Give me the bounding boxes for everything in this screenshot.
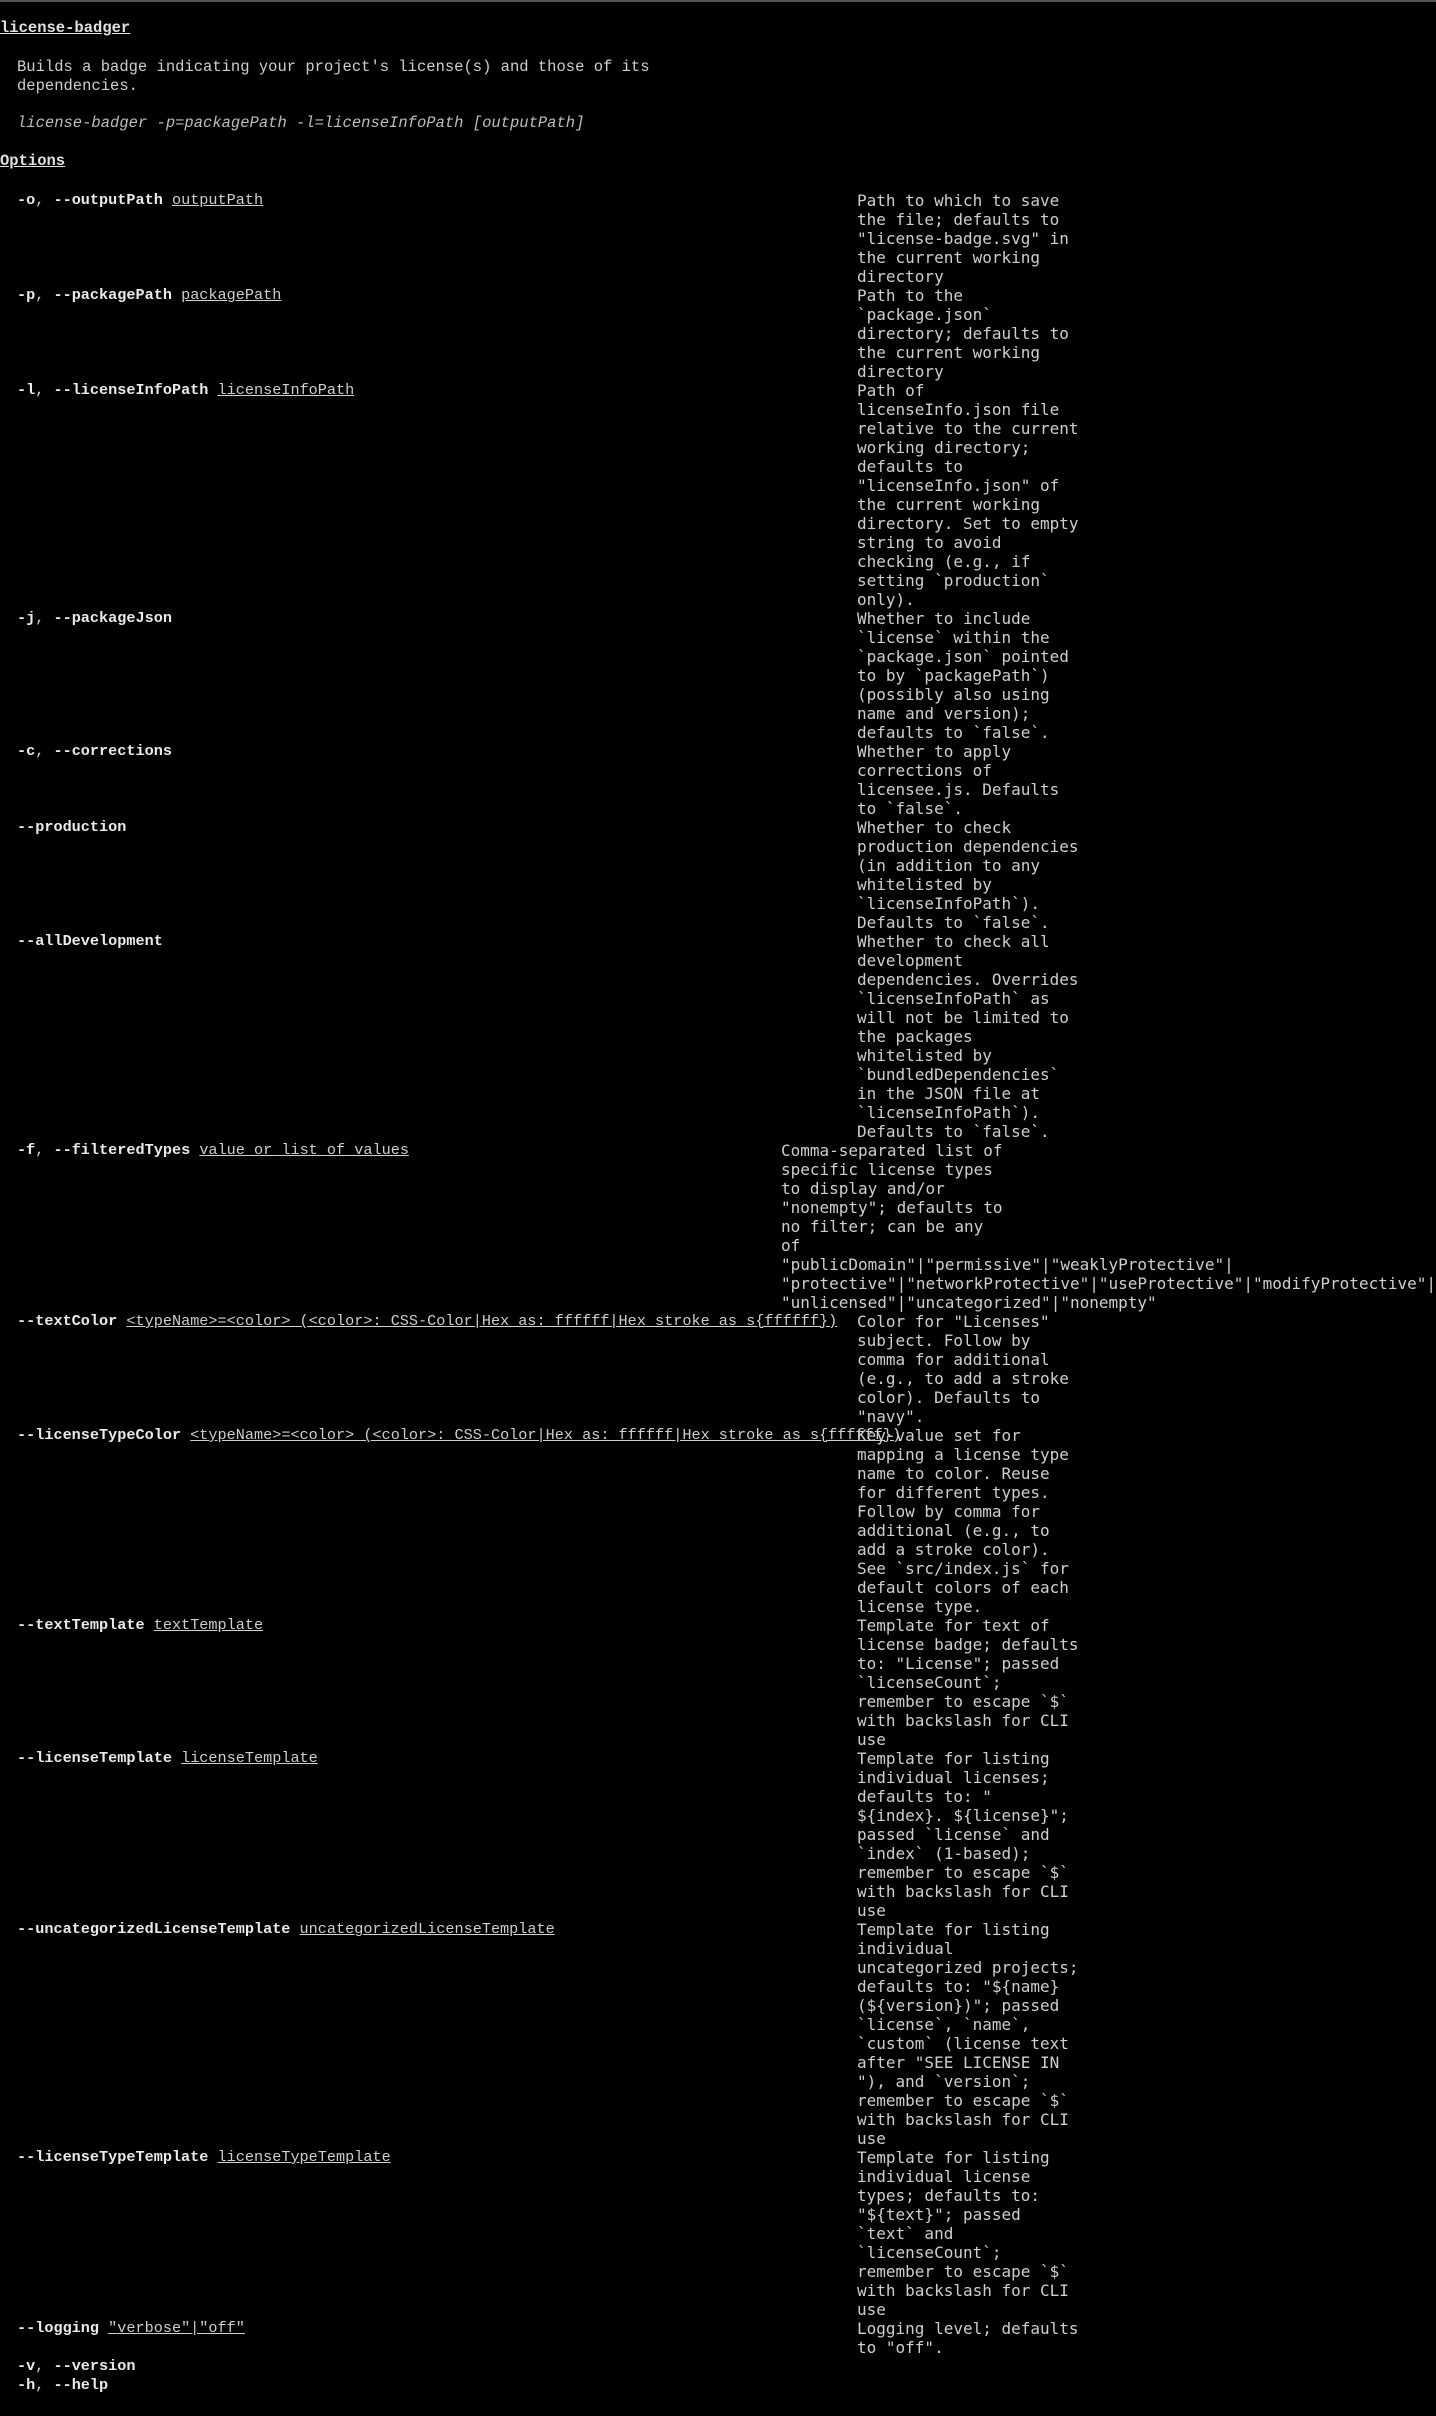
option-row [0, 381, 1436, 609]
option-description: Template for text of license badge; defaults to: "License"; passed `licenseCount`; remember to escape `$` with backslash for CLI use [857, 1616, 1079, 1749]
option-flags [0, 2148, 857, 2167]
option-type-label: licenseTemplate [181, 1749, 318, 1767]
option-row [0, 1141, 1436, 1312]
option-long-flag: --help [53, 2376, 109, 2394]
option-type-label: textTemplate [153, 1616, 264, 1634]
option-type-label: licenseTypeTemplate [217, 2148, 391, 2166]
program-description: Builds a badge indicating your project's license(s) and those of its dependencies. [17, 58, 650, 95]
option-long-flag: --uncategorizedLicenseTemplate [17, 1920, 291, 1938]
option-description: Whether to apply corrections of licensee.js. Defaults to `false`. [857, 742, 1060, 818]
option-row [0, 2376, 1436, 2395]
option-long-flag: --version [53, 2357, 136, 2375]
option-type-label: value or list of values [199, 1141, 409, 1159]
option-row [0, 286, 1436, 381]
option-description: Whether to check all development dependencies. Overrides `licenseInfoPath` as will not be limited to the packages whitelisted by `bundledDependencies` in the JSON file at `licenseInfoPath`). Defaults to `false`. [857, 932, 1079, 1141]
option-flags [0, 2319, 857, 2338]
option-short-flag: -p [17, 286, 36, 304]
option-flags: -l, --licenseInfoPath licenseInfoPath [17, 381, 355, 399]
option-flags: -p, --packagePath packagePath [17, 286, 282, 304]
option-row [0, 2357, 1436, 2376]
option-description: Path to the `package.json` directory; defaults to the current working directory [857, 286, 1069, 381]
option-flags [0, 1749, 857, 1768]
option-short-flag: -o [17, 191, 36, 209]
option-long-flag: --licenseTypeColor [17, 1426, 182, 1444]
top-border [0, 0, 1436, 2]
option-description: Path to which to save the file; defaults to "license-badge.svg" in the current working directory [857, 191, 1069, 286]
option-long-flag: --packagePath [53, 286, 172, 304]
option-description: Path of licenseInfo.json file relative to the current working directory; defaults to "licenseInfo.json" of the current working directory. Set to empty string to avoid checking (e.g., if setting `production` only). [857, 381, 1079, 609]
option-long-flag: --licenseTemplate [17, 1749, 172, 1767]
option-row [0, 1426, 1436, 1616]
option-description: Color for "Licenses" subject. Follow by comma for additional (e.g., to add a stroke color). Defaults to "navy". [857, 1312, 1069, 1426]
option-short-flag: -h [17, 2376, 36, 2394]
option-row [0, 932, 1436, 1141]
option-long-flag: --textColor [17, 1312, 118, 1330]
option-flags: -f, --filteredTypes value or list of values [17, 1141, 409, 1159]
option-long-flag: --corrections [53, 742, 172, 760]
option-type-label: packagePath [181, 286, 282, 304]
option-description: Template for listing individual licenses; defaults to: " ${index}. ${license}"; passed `license` and `index` (1-based); remember to escape `$` with backslash for CLI use [857, 1749, 1069, 1920]
option-description: Comma-separated list of specific license types to display and/or "nonempty"; defaults to no filter; can be any of "publicDomain"|"permissive"|"weaklyProtective"| "protective"|"networkProtective"|"useProtective"|"modifyProtective"| "unlicensed"|"uncategorized"|"nonempty" [780, 1141, 1436, 1312]
option-short-flag: -c [17, 742, 36, 760]
option-flags: -v, --version [17, 2357, 136, 2375]
option-description: Key-value set for mapping a license type name to color. Reuse for different types. Follow by comma for additional (e.g., to add a stroke color). See `src/index.js` for default colors of each license type. [857, 1426, 1069, 1616]
option-type-label: <typeName>=<color> (<color>: CSS-Color|Hex as: ffffff|Hex stroke as s{ffffff}) [190, 1426, 902, 1444]
option-row [0, 1749, 1436, 1920]
option-description: Whether to include `license` within the `package.json` pointed to by `packagePath`) (possibly also using name and version); defaults to `false`. [857, 609, 1069, 742]
option-row [0, 1616, 1436, 1749]
option-long-flag: --textTemplate [17, 1616, 145, 1634]
option-description: Whether to check production dependencies (in addition to any whitelisted by `licenseInfoPath`). Defaults to `false`. [857, 818, 1079, 932]
option-long-flag: --outputPath [53, 191, 163, 209]
option-flags [0, 1616, 857, 1635]
option-type-label: licenseInfoPath [217, 381, 355, 399]
option-short-flag: -j [17, 609, 36, 627]
option-flags [0, 1920, 857, 1939]
option-description: Template for listing individual license types; defaults to: "${text}"; passed `text` and `licenseCount`; remember to escape `$` with backslash for CLI use [857, 2148, 1069, 2319]
option-row [0, 1312, 1436, 1426]
option-row [0, 2319, 1436, 2357]
option-long-flag: --allDevelopment [17, 932, 163, 950]
option-flags: -o, --outputPath outputPath [17, 191, 264, 209]
option-short-flag: -v [17, 2357, 36, 2375]
option-short-flag: -l [17, 381, 36, 399]
option-flags [0, 1312, 857, 1331]
option-row [0, 2148, 1436, 2319]
option-type-label: uncategorizedLicenseTemplate [299, 1920, 555, 1938]
option-type-label: outputPath [171, 191, 264, 209]
options-table [0, 191, 1436, 2395]
option-flags [0, 818, 857, 837]
option-long-flag: --logging [17, 2319, 100, 2337]
option-row [0, 742, 1436, 818]
option-flags: -c, --corrections [17, 742, 172, 760]
option-flags [0, 932, 857, 951]
option-type-label: "verbose"|"off" [108, 2319, 245, 2337]
option-long-flag: --packageJson [53, 609, 172, 627]
page-title: license-badger [0, 19, 131, 37]
usage-line: license-badger -p=packagePath -l=licenseInfoPath [outputPath] [17, 114, 585, 132]
option-flags [0, 1426, 902, 1445]
option-row [0, 818, 1436, 932]
option-long-flag: --production [17, 818, 127, 836]
option-short-flag: -f [17, 1141, 36, 1159]
option-row [0, 1920, 1436, 2148]
option-row [0, 191, 1436, 286]
option-flags: -h, --help [17, 2376, 109, 2394]
options-heading: Options [0, 152, 66, 170]
option-row [0, 609, 1436, 742]
option-type-label: <typeName>=<color> (<color>: CSS-Color|Hex as: ffffff|Hex stroke as s{ffffff}) [126, 1312, 838, 1330]
option-long-flag: --filteredTypes [53, 1141, 191, 1159]
option-description: Template for listing individual uncategorized projects; defaults to: "${name} (${version})"; passed `license`, `name`, `custom` (license text after "SEE LICENSE IN "), and `version`; remember to escape `$` with backslash for CLI use [857, 1920, 1079, 2148]
option-long-flag: --licenseInfoPath [53, 381, 209, 399]
option-flags: -j, --packageJson [17, 609, 172, 627]
option-long-flag: --licenseTypeTemplate [17, 2148, 209, 2166]
option-description: Logging level; defaults to "off". [857, 2319, 1079, 2357]
